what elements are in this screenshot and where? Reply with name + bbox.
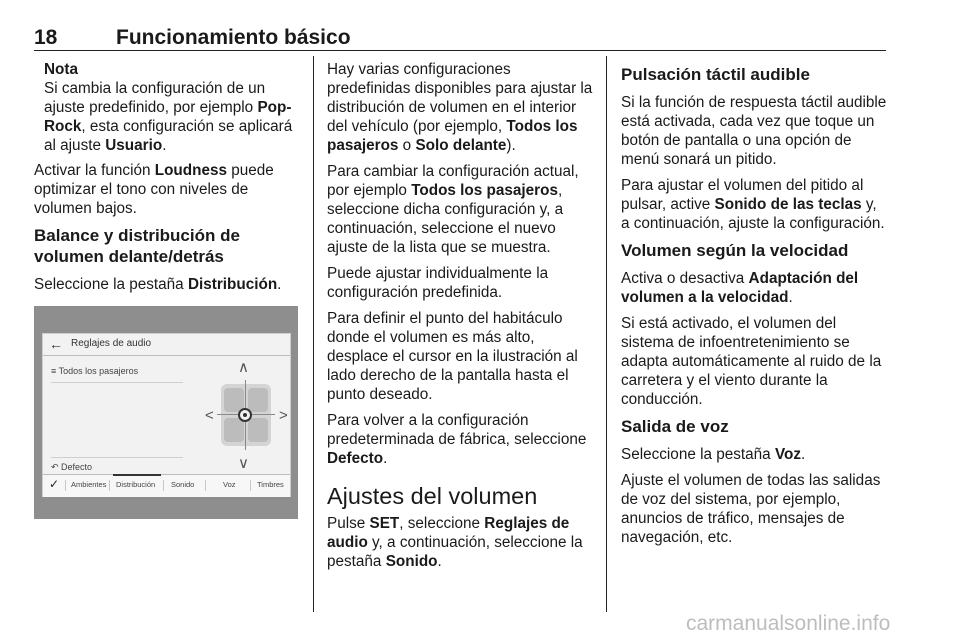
volume-focus-cursor[interactable] [238,408,252,422]
tab-distribucion[interactable]: Distribución [116,480,156,489]
screen-title: Reglajes de audio [71,338,152,349]
speed-volume-heading: Volumen según la velocidad [621,241,849,260]
beep-volume-paragraph: Para ajustar el volumen del pitido al pulsar, active Sonido de las teclas y, a continuación, ajuste la configuración. [621,177,885,232]
screen [42,333,291,497]
tab-sonido[interactable]: Sonido [171,480,195,489]
arrow-up-icon[interactable]: ∧ [238,359,249,376]
seat-distribution-panel[interactable] [205,358,289,472]
preset-item[interactable]: ≡ Todos los pasajeros [51,366,139,376]
balance-heading: Balance y distribución de volumen delante/detrás [34,226,240,266]
chapter-title: Funcionamiento básico [116,26,351,49]
adjust-paragraph: Puede ajustar individualmente la configuración predefinida. [327,265,549,301]
seat-icon [224,418,244,442]
volume-settings-paragraph: Pulse SET, seleccione Reglajes de audio y, a continuación, seleccione la pestaña Sonido. [327,515,583,570]
active-tab-indicator [113,474,161,476]
change-setting-paragraph: Para cambiar la configuración actual, por ejemplo Todos los pasajeros, seleccione dicha configuración y, a continuación, seleccione el nuevo ajuste de la lista que se muestra. [327,163,579,256]
seat-icon [248,418,268,442]
volume-settings-heading: Ajustes del volumen [327,483,538,509]
audio-settings-screenshot [34,306,298,519]
cursor-paragraph: Para definir el punto del habitáculo donde el volumen es más alto, desplace el cursor en la ilustración al lado derecho de la pantalla hasta el punto deseado. [327,310,578,403]
arrow-down-icon[interactable]: ∨ [238,455,249,472]
tab-separator [109,480,110,491]
touch-beep-heading: Pulsación táctil audible [621,65,810,84]
reset-button[interactable]: ↶ Defecto [51,462,93,472]
tab-separator [65,480,66,491]
voice-volume-paragraph: Ajuste el volumen de todas las salidas de voz del sistema, por ejemplo, anuncios de tráfico, mensajes de navegación, etc. [621,472,881,546]
note-text: Si cambia la configuración de un ajuste predefinido, por ejemplo Pop-Rock, esta configuración se aplicará al ajuste Usuario. [44,80,293,154]
distribution-paragraph: Seleccione la pestaña Distribución. [34,276,282,293]
divider [51,382,183,383]
tab-separator [205,480,206,491]
column-divider-1 [313,56,314,612]
tab-separator [163,480,164,491]
divider [51,457,183,458]
tab-voz[interactable]: Voz [223,480,236,489]
voice-output-heading: Salida de voz [621,417,729,436]
touch-beep-paragraph: Si la función de respuesta táctil audible está activada, cada vez que toque un botón de pantalla o una opción de menú sonará un pitido. [621,94,887,168]
column-divider-2 [606,56,607,612]
tab-ambientes[interactable]: Ambientes [71,480,107,489]
reset-paragraph: Para volver a la configuración predeterminada de fábrica, seleccione Defecto. [327,412,587,467]
column-2 [327,60,593,578]
tab-bar [43,474,290,497]
header-rule [34,50,886,51]
presets-paragraph: Hay varias configuraciones predefinidas disponibles para ajustar la distribución de volumen en el interior del vehículo (por ejemplo, Todos los pasajeros o Solo delante). [327,61,593,154]
tab-separator [250,480,251,491]
speed-volume-detail: Si está activado, el volumen del sistema de infoentretenimiento se adapta automáticamente al ruido de la carretera y el viento durante la conducción. [621,315,882,408]
page-header [34,26,886,50]
page-number: 18 [34,26,58,49]
seat-icon [248,388,268,412]
check-icon[interactable]: ✓ [49,477,60,491]
arrow-right-icon[interactable]: > [279,407,288,424]
back-arrow-icon[interactable]: ← [49,336,63,352]
arrow-left-icon[interactable]: < [205,407,214,424]
tab-timbres[interactable]: Timbres [257,480,284,489]
column-1 [34,60,297,301]
column-3 [621,60,887,554]
watermark: carmanualsonline.info [686,612,891,635]
speed-volume-paragraph: Activa o desactiva Adaptación del volumen a la velocidad. [621,270,859,306]
loudness-paragraph: Activar la función Loudness puede optimizar el tono con niveles de volumen bajos. [34,162,274,217]
voice-tab-paragraph: Seleccione la pestaña Voz. [621,446,806,463]
note-title: Nota [44,61,78,78]
screen-header [43,334,290,356]
